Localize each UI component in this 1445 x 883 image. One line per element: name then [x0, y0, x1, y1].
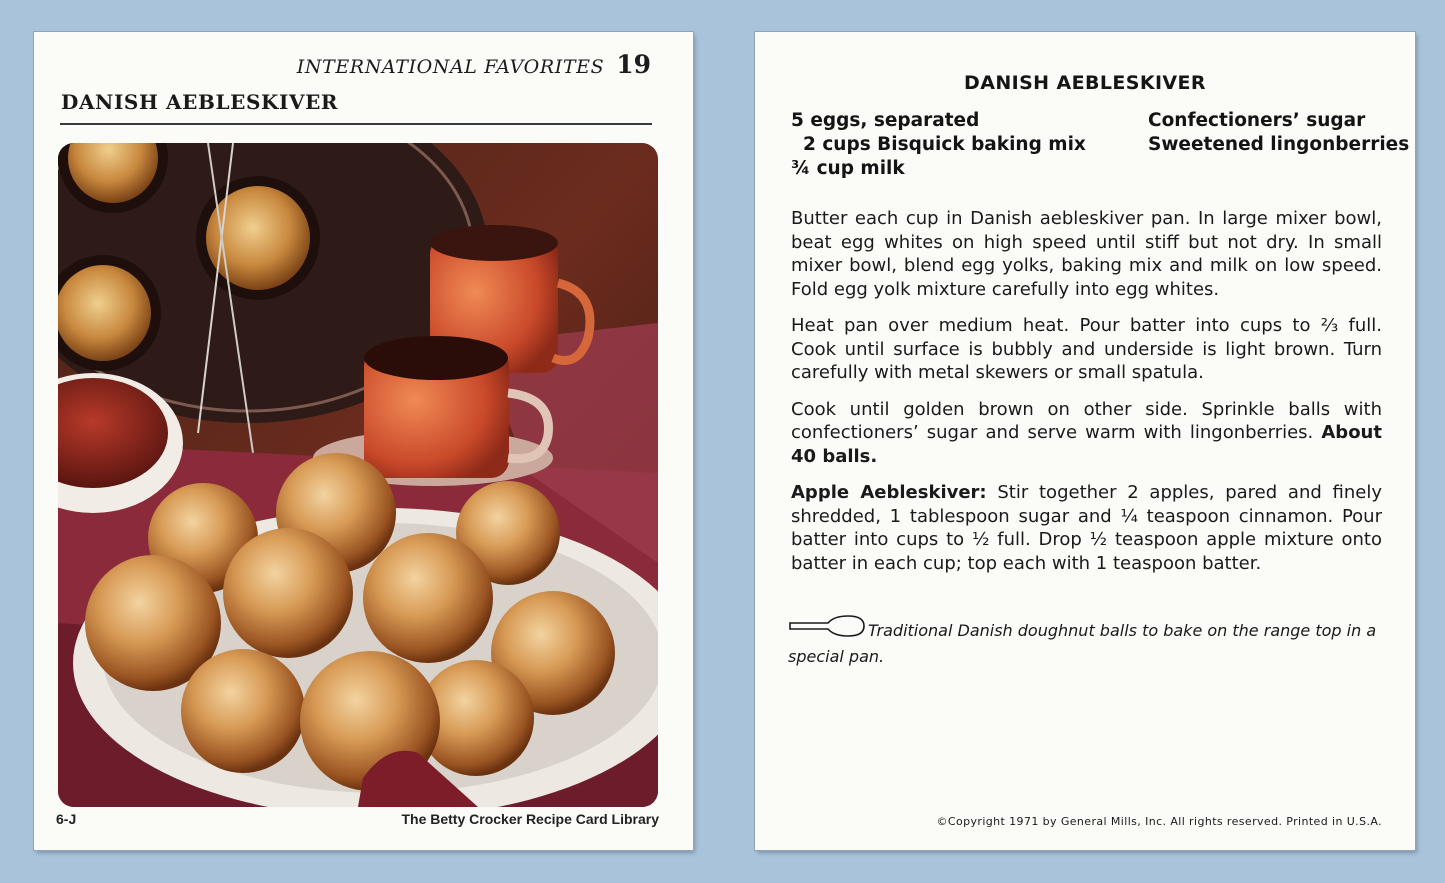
- back-title: DANISH AEBLESKIVER: [964, 72, 1206, 94]
- aebleskiver-photo: [58, 143, 658, 807]
- step-3: [791, 398, 1382, 469]
- directions: [791, 207, 1382, 588]
- series-name: INTERNATIONAL FAVORITES: [296, 56, 605, 78]
- title-divider: [60, 123, 652, 125]
- ingredients-right: [1148, 109, 1409, 157]
- step-1: Butter each cup in Danish aebleskiver pan. In large mixer bowl, beat egg whites on high speed until stiff but not dry. In small mixer bowl, blend egg yolks, baking mix and milk on low speed. Fold egg yolk mixture carefully into egg whites.: [791, 208, 1382, 300]
- recipe-note: [788, 612, 1384, 668]
- ingredient: 2 cups Bisquick baking mix: [803, 134, 1086, 155]
- recipe-card-front: [34, 32, 693, 850]
- copyright: ©Copyright 1971 by General Mills, Inc. All rights reserved. Printed in U.S.A.: [936, 815, 1382, 828]
- spoon-icon: [788, 612, 866, 646]
- recipe-card-back: [755, 32, 1415, 850]
- variation: [791, 481, 1382, 575]
- library-credit: The Betty Crocker Recipe Card Library: [401, 811, 659, 827]
- ingredient: Sweetened lingonberries: [1148, 134, 1410, 155]
- front-title: DANISH AEBLESKIVER: [61, 90, 339, 114]
- series-header: [297, 50, 651, 79]
- series-number: 19: [616, 50, 651, 79]
- step-2: Heat pan over medium heat. Pour batter into cups to ⅔ full. Cook until surface is bubbly and underside is light brown. Turn carefully with metal skewers or small spatula.: [791, 315, 1382, 383]
- note-text: Traditional Danish doughnut balls to bake on the range top in a special pan.: [788, 621, 1377, 666]
- ingredients-left: [791, 109, 1086, 181]
- card-code: 6-J: [56, 811, 77, 827]
- ingredient: 5 eggs, separated: [791, 110, 980, 131]
- variation-text: Stir together 2 apples, pared and finely shredded, 1 tablespoon sugar and ¼ teaspoon cinnamon. Pour batter into cups to ½ full. Drop ½ teaspoon apple mixture onto batter in each cup; top each with 1 teaspoon batter.: [791, 482, 1382, 574]
- step-3-text: Cook until golden brown on other side. Sprinkle balls with confectioners’ sugar and serve warm with lingonberries.: [791, 398, 1382, 443]
- variation-title: Apple Aebleskiver:: [791, 482, 987, 503]
- yield: About 40 balls.: [791, 422, 1382, 467]
- ingredient: ¾ cup milk: [791, 158, 905, 179]
- ingredient: Confectioners’ sugar: [1148, 110, 1366, 131]
